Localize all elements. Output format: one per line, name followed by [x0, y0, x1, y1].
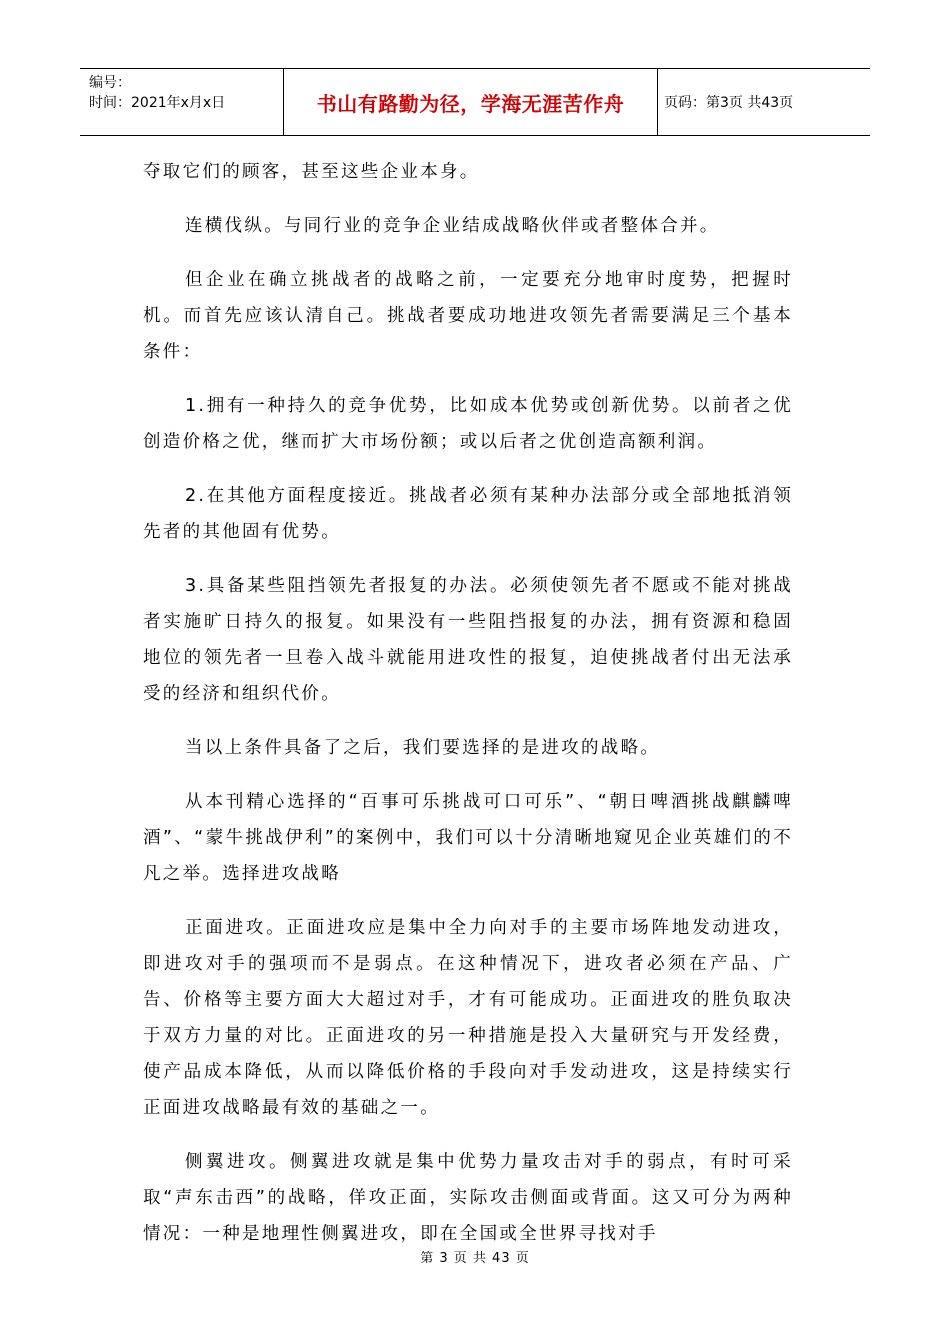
header-meta: [80, 69, 284, 135]
paragraph-continuation: 夺取它们的顾客，甚至这些企业本身。: [143, 162, 480, 182]
paragraph: 当以上条件具备了之后，我们要选择的是进攻的战略。: [185, 738, 661, 758]
paragraph-frontal-attack: 正面进攻。正面进攻应是集中全力向对手的主要市场阵地发动进攻，即进攻对手的强项而不是弱点。在这种情况下，进攻者必须在产品、广告、价格等主要方面大大超过对手，才有可能成功。正面进攻的胜负取决于双方力量的对比。正面进攻的另一种措施是投入大量研究与开发经费，使产品成本降低，从而以降低价格的手段向对手发动进攻，这是持续实行正面进攻战略最有效的基础之一。: [143, 918, 793, 1118]
header-page-info: 页码：第3页 共43页: [664, 95, 794, 111]
list-item-condition-2: 2.在其他方面程度接近。挑战者必须有某种办法部分或全部地抵消领先者的其他固有优势。: [143, 486, 793, 542]
paragraph: 从本刊精心选择的“百事可乐挑战可口可乐”、“朝日啤酒挑战麒麟啤酒”、“蒙牛挑战伊利”的案例中，我们可以十分清晰地窥见企业英雄们的不凡之举。选择进攻战略: [143, 792, 793, 884]
paragraph: 但企业在确立挑战者的战略之前，一定要充分地审时度势，把握时机。而首先应该认清自己。挑战者要成功地进攻领先者需要满足三个基本条件：: [143, 270, 793, 362]
page-header: [80, 68, 870, 136]
date-label: 时间：2021年x月x日: [89, 95, 226, 111]
document-body: [143, 154, 793, 1270]
serial-number-label: 编号：: [89, 75, 131, 91]
list-item-condition-3: 3.具备某些阻挡领先者报复的办法。必须使领先者不愿或不能对挑战者实施旷日持久的报复。如果没有一些阻挡报复的办法，拥有资源和稳固地位的领先者一旦卷入战斗就能用进攻性的报复，迫使挑战者付出无法承受的经济和组织代价。: [143, 576, 793, 704]
paragraph: 连横伐纵。与同行业的竞争企业结成战略伙伴或者整体合并。: [185, 216, 720, 236]
page-footer: 第 3 页 共 43 页: [420, 1251, 530, 1266]
list-item-condition-1: 1.拥有一种持久的竞争优势，比如成本优势或创新优势。以前者之优创造价格之优，继而扩大市场份额；或以后者之优创造高额利润。: [143, 396, 793, 452]
paragraph-flank-attack: 侧翼进攻。侧翼进攻就是集中优势力量攻击对手的弱点，有时可采取“声东击西”的战略，佯攻正面，实际攻击侧面或背面。这又可分为两种情况：一种是地理性侧翼进攻，即在全国或全世界寻找对手: [143, 1152, 793, 1244]
header-motto: 书山有路勤为径，学海无涯苦作舟: [284, 69, 658, 135]
